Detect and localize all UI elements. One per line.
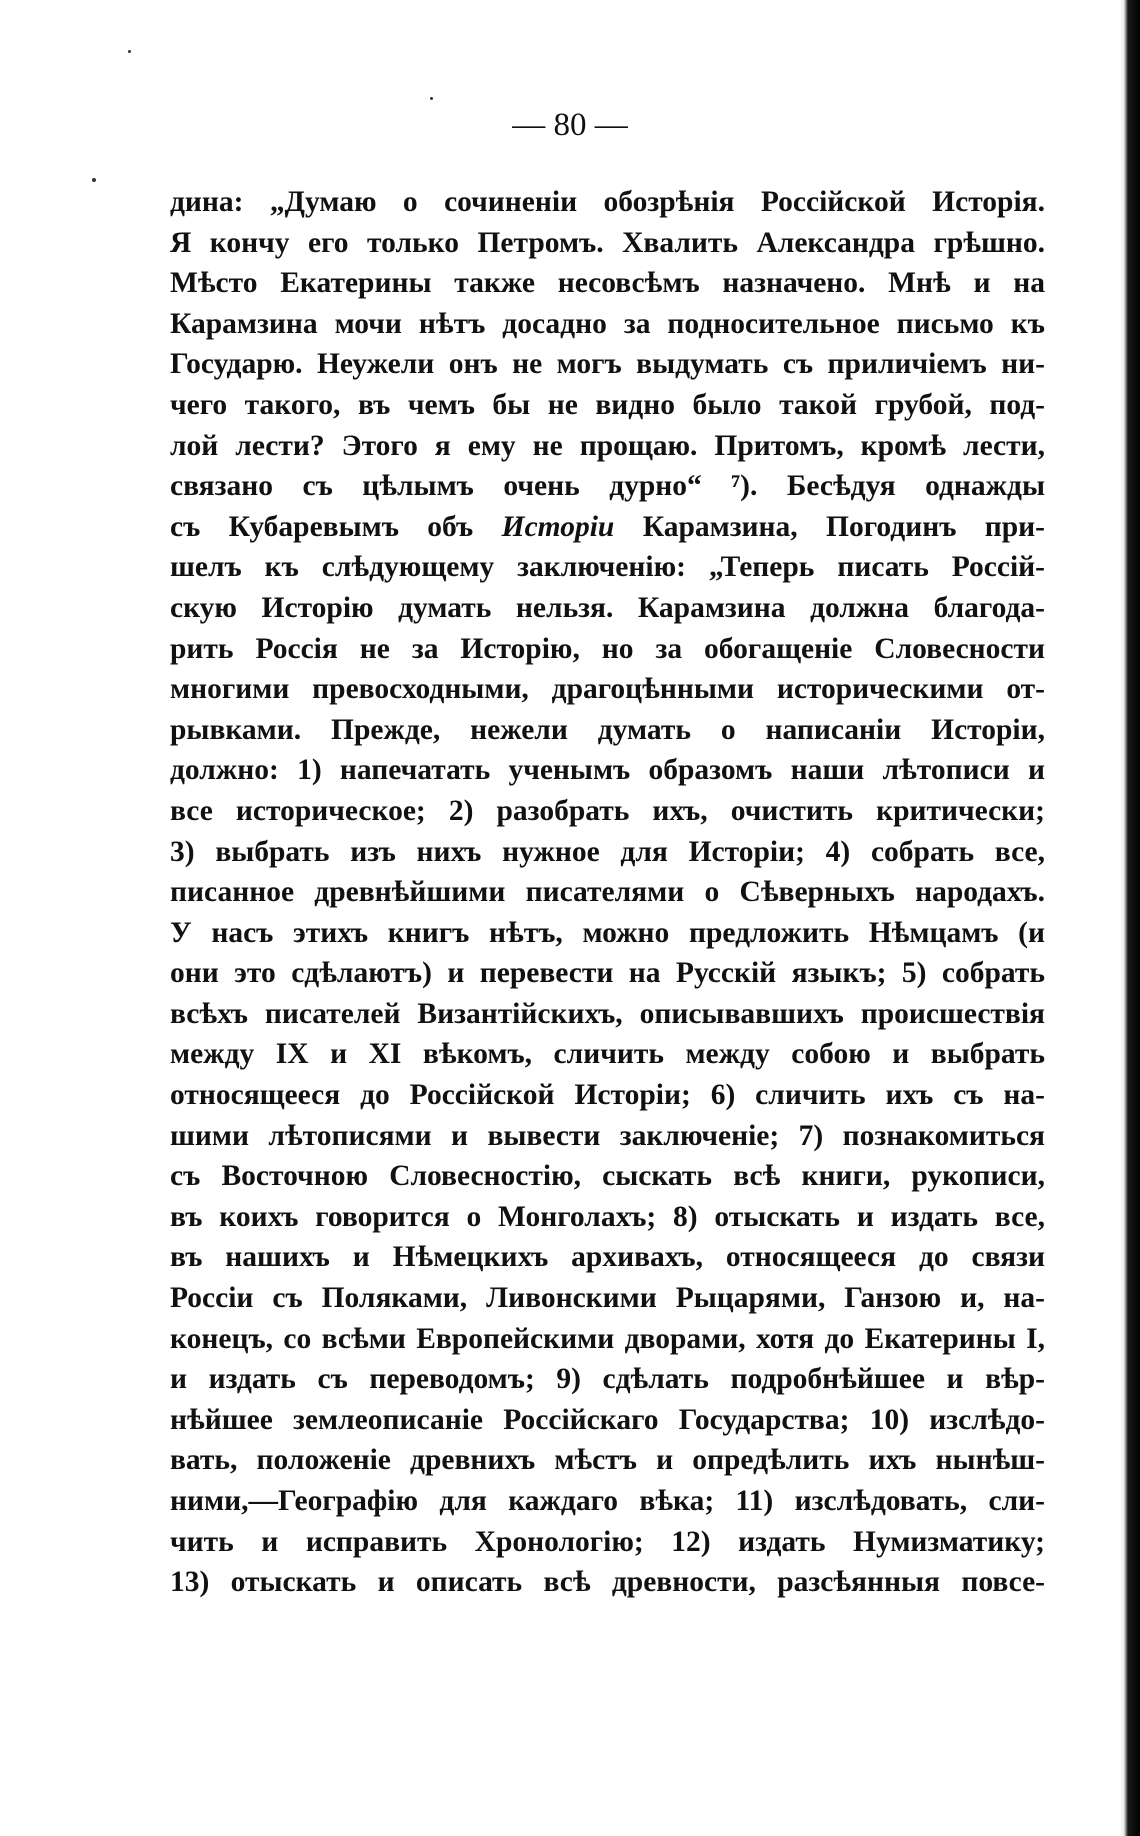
italic-title: Исторіи <box>501 510 615 543</box>
text-line: Россіи съ Поляками, Ливонскими Рыцарями, Ганзою и, на- <box>170 1282 1045 1315</box>
text-line: между IX и XI вѣкомъ, сличить между собою и выбрать <box>170 1038 1045 1071</box>
paper-speck <box>430 97 433 100</box>
text-line: вать, положеніе древнихъ мѣстъ и опредѣлить ихъ нынѣш- <box>170 1444 1045 1477</box>
text-line: Мѣсто Екатерины также несовсѣмъ назначено. Мнѣ и на <box>170 267 1045 300</box>
text-line: съ Восточною Словесностію, сыскать всѣ книги, рукописи, <box>170 1160 1045 1193</box>
text-line: связано съ цѣлымъ очень дурно“ ⁷). Бесѣдуя однажды <box>170 470 1045 503</box>
text-line: въ коихъ говорится о Монголахъ; 8) отыскать и издать все, <box>170 1200 1045 1233</box>
paper-speck <box>92 178 96 182</box>
text-line: шими лѣтописями и вывести заключеніе; 7) познакомиться <box>170 1119 1045 1152</box>
text-line: 3) выбрать изъ нихъ нужное для Исторіи; 4) собрать все, <box>170 835 1045 868</box>
text-line: Карамзина мочи нѣтъ досадно за подносительное письмо къ <box>170 307 1045 340</box>
text-line: писанное древнѣйшими писателями о Сѣверныхъ народахъ. <box>170 876 1045 909</box>
binding-edge <box>1120 0 1140 1836</box>
text-line: съ Кубаревымъ объ Исторіи Карамзина, Погодинъ при- <box>170 510 1045 543</box>
page-number: — 80 — <box>512 107 628 143</box>
text-line: рить Россія не за Исторію, но за обогащеніе Словесности <box>170 632 1045 665</box>
text-line: въ нашихъ и Нѣмецкихъ архивахъ, относящееся до связи <box>170 1241 1045 1274</box>
text-line: лой лести? Этого я ему не прощаю. Притомъ, кромѣ лести, <box>170 429 1045 462</box>
text-line: дина: „Думаю о сочиненіи обозрѣнія Россійской Исторія. <box>170 186 1045 218</box>
text-line: нѣйшее землеописаніе Россійскаго Государства; 10) изслѣдо- <box>170 1403 1045 1436</box>
text-line: они это сдѣлаютъ) и перевести на Русскій языкъ; 5) собрать <box>170 957 1045 990</box>
text-line: должно: 1) напечатать ученымъ образомъ наши лѣтописи и <box>170 754 1045 787</box>
text-line: ними,—Географію для каждаго вѣка; 11) изслѣдовать, сли- <box>170 1485 1045 1517</box>
text-line: все историческое; 2) разобрать ихъ, очистить критически; <box>170 794 1045 827</box>
text-line: Я кончу его только Петромъ. Хвалить Александра грѣшно. <box>170 226 1045 259</box>
text-line: и издать съ переводомъ; 9) сдѣлать подробнѣйшее и вѣр- <box>170 1363 1045 1396</box>
text-line: У насъ этихъ книгъ нѣтъ, можно предложить Нѣмцамъ (и <box>170 916 1045 949</box>
text-line: Государю. Неужели онъ не могъ выдумать съ приличіемъ ни- <box>170 348 1045 381</box>
text-line: относящееся до Россійской Исторіи; 6) сличить ихъ съ на- <box>170 1079 1045 1112</box>
text-line: конецъ, со всѣми Европейскими дворами, хотя до Екатерины I, <box>170 1322 1045 1355</box>
text-line: 13) отыскать и описать всѣ древности, разсѣянныя повсе- <box>170 1566 1045 1599</box>
text-line: всѣхъ писателей Византійскихъ, описывавшихъ происшествія <box>170 997 1045 1030</box>
body-text <box>170 182 1045 1603</box>
text-line: рывками. Прежде, нежели думать о написаніи Исторіи, <box>170 713 1045 746</box>
text-line: шелъ къ слѣдующему заключенію: „Теперь писать Россій- <box>170 551 1045 584</box>
paper-speck <box>128 50 131 53</box>
text-line: скую Исторію думать нельзя. Карамзина должна благода- <box>170 591 1045 624</box>
text-line: чить и исправить Хронологію; 12) издать Нумизматику; <box>170 1525 1045 1558</box>
text-line: чего такого, въ чемъ бы не видно было такой грубой, под- <box>170 388 1045 421</box>
text-line: многими превосходными, драгоцѣнными историческими от- <box>170 673 1045 706</box>
